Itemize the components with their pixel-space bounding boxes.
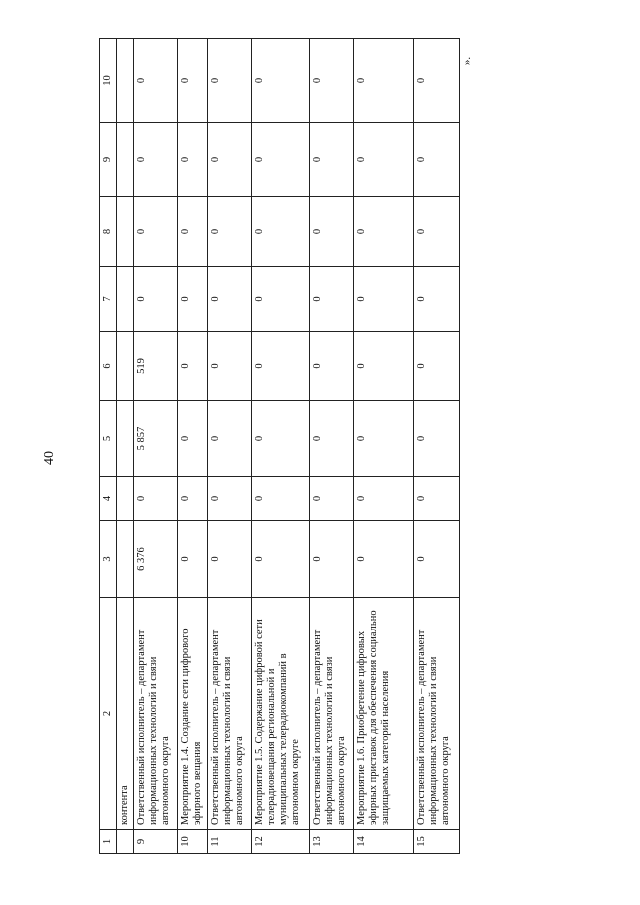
header-cell: 8: [100, 197, 117, 267]
header-cell: 1: [100, 830, 117, 854]
table-row: [310, 39, 354, 854]
table-row: [414, 39, 460, 854]
table-cell: [117, 401, 134, 477]
header-cell: 4: [100, 477, 117, 521]
value-cell: 0: [208, 267, 252, 332]
value-cell: 0: [354, 521, 414, 598]
row-description: Мероприятие 1.4. Создание сети цифрового эфирного вещания: [178, 598, 208, 830]
value-cell: 0: [208, 401, 252, 477]
table-row: [354, 39, 414, 854]
value-cell: 0: [208, 477, 252, 521]
value-cell: 0: [134, 123, 178, 197]
value-cell: 0: [310, 39, 354, 123]
value-cell: 0: [208, 123, 252, 197]
value-cell: 0: [414, 267, 460, 332]
value-cell: 5 857: [134, 401, 178, 477]
value-cell: 0: [310, 123, 354, 197]
row-description: Мероприятие 1.6. Приобретение цифровых эфирных приставок для обеспечения социально защищаемых категорий населения: [354, 598, 414, 830]
table-cell: [117, 332, 134, 401]
table-cell: [117, 830, 134, 854]
value-cell: 0: [354, 39, 414, 123]
value-cell: 519: [134, 332, 178, 401]
row-number: 11: [208, 830, 252, 854]
table-cell: [117, 39, 134, 123]
table-cell: [117, 123, 134, 197]
row-number: 13: [310, 830, 354, 854]
value-cell: 0: [414, 123, 460, 197]
value-cell: 0: [414, 401, 460, 477]
rotated-table-container: [99, 39, 451, 854]
row-number: 9: [134, 830, 178, 854]
row-number: 12: [252, 830, 310, 854]
value-cell: 0: [252, 332, 310, 401]
row-description: Ответственный исполнитель – департамент информационных технологий и связи автономного округа: [208, 598, 252, 830]
value-cell: 0: [208, 332, 252, 401]
row-description: Ответственный исполнитель – департамент информационных технологий и связи автономного округа: [310, 598, 354, 830]
row-description: Мероприятие 1.5. Содержание цифровой сети телерадиовещания региональной и муниципальных телерадиокомпаний в автономном округе: [252, 598, 310, 830]
row-number: 14: [354, 830, 414, 854]
value-cell: 0: [310, 521, 354, 598]
value-cell: 0: [134, 267, 178, 332]
table-header-row: [100, 39, 117, 854]
value-cell: 0: [354, 123, 414, 197]
value-cell: 0: [354, 401, 414, 477]
table-row: [178, 39, 208, 854]
value-cell: 0: [208, 39, 252, 123]
table-row: [208, 39, 252, 854]
value-cell: 0: [252, 267, 310, 332]
value-cell: 0: [134, 197, 178, 267]
value-cell: 0: [178, 267, 208, 332]
value-cell: 0: [208, 521, 252, 598]
value-cell: 0: [252, 401, 310, 477]
value-cell: 0: [178, 39, 208, 123]
table-cell: [117, 267, 134, 332]
table-cell: [117, 477, 134, 521]
value-cell: 0: [310, 267, 354, 332]
closing-quote-mark: ».: [461, 56, 474, 66]
value-cell: 0: [354, 332, 414, 401]
value-cell: 0: [178, 477, 208, 521]
value-cell: 0: [252, 477, 310, 521]
value-cell: 0: [310, 332, 354, 401]
value-cell: 6 376: [134, 521, 178, 598]
value-cell: 0: [354, 267, 414, 332]
value-cell: 0: [310, 477, 354, 521]
header-cell: 5: [100, 401, 117, 477]
value-cell: 0: [252, 521, 310, 598]
value-cell: 0: [252, 39, 310, 123]
value-cell: 0: [310, 197, 354, 267]
value-cell: 0: [134, 477, 178, 521]
row-number: 15: [414, 830, 460, 854]
value-cell: 0: [414, 197, 460, 267]
value-cell: 0: [354, 197, 414, 267]
header-cell: 10: [100, 39, 117, 123]
value-cell: 0: [414, 521, 460, 598]
row-description: Ответственный исполнитель – департамент информационных технологий и связи автономного округа: [414, 598, 460, 830]
continuation-row: [117, 39, 134, 854]
value-cell: 0: [208, 197, 252, 267]
row-description: Ответственный исполнитель – департамент информационных технологий и связи автономного округа: [134, 598, 178, 830]
continuation-text: контента: [117, 598, 134, 830]
value-cell: 0: [252, 123, 310, 197]
value-cell: 0: [252, 197, 310, 267]
value-cell: 0: [414, 39, 460, 123]
header-cell: 7: [100, 267, 117, 332]
value-cell: 0: [178, 521, 208, 598]
value-cell: 0: [354, 477, 414, 521]
value-cell: 0: [178, 123, 208, 197]
table-row: [252, 39, 310, 854]
value-cell: 0: [310, 401, 354, 477]
value-cell: 0: [178, 332, 208, 401]
value-cell: 0: [178, 197, 208, 267]
header-cell: 6: [100, 332, 117, 401]
table-cell: [117, 521, 134, 598]
row-number: 10: [178, 830, 208, 854]
table-row: [134, 39, 178, 854]
header-cell: 9: [100, 123, 117, 197]
page-number: 40: [42, 451, 57, 465]
value-cell: 0: [134, 39, 178, 123]
header-cell: 2: [100, 598, 117, 830]
budget-table: [99, 38, 460, 854]
value-cell: 0: [414, 332, 460, 401]
header-cell: 3: [100, 521, 117, 598]
value-cell: 0: [178, 401, 208, 477]
table-cell: [117, 197, 134, 267]
value-cell: 0: [414, 477, 460, 521]
